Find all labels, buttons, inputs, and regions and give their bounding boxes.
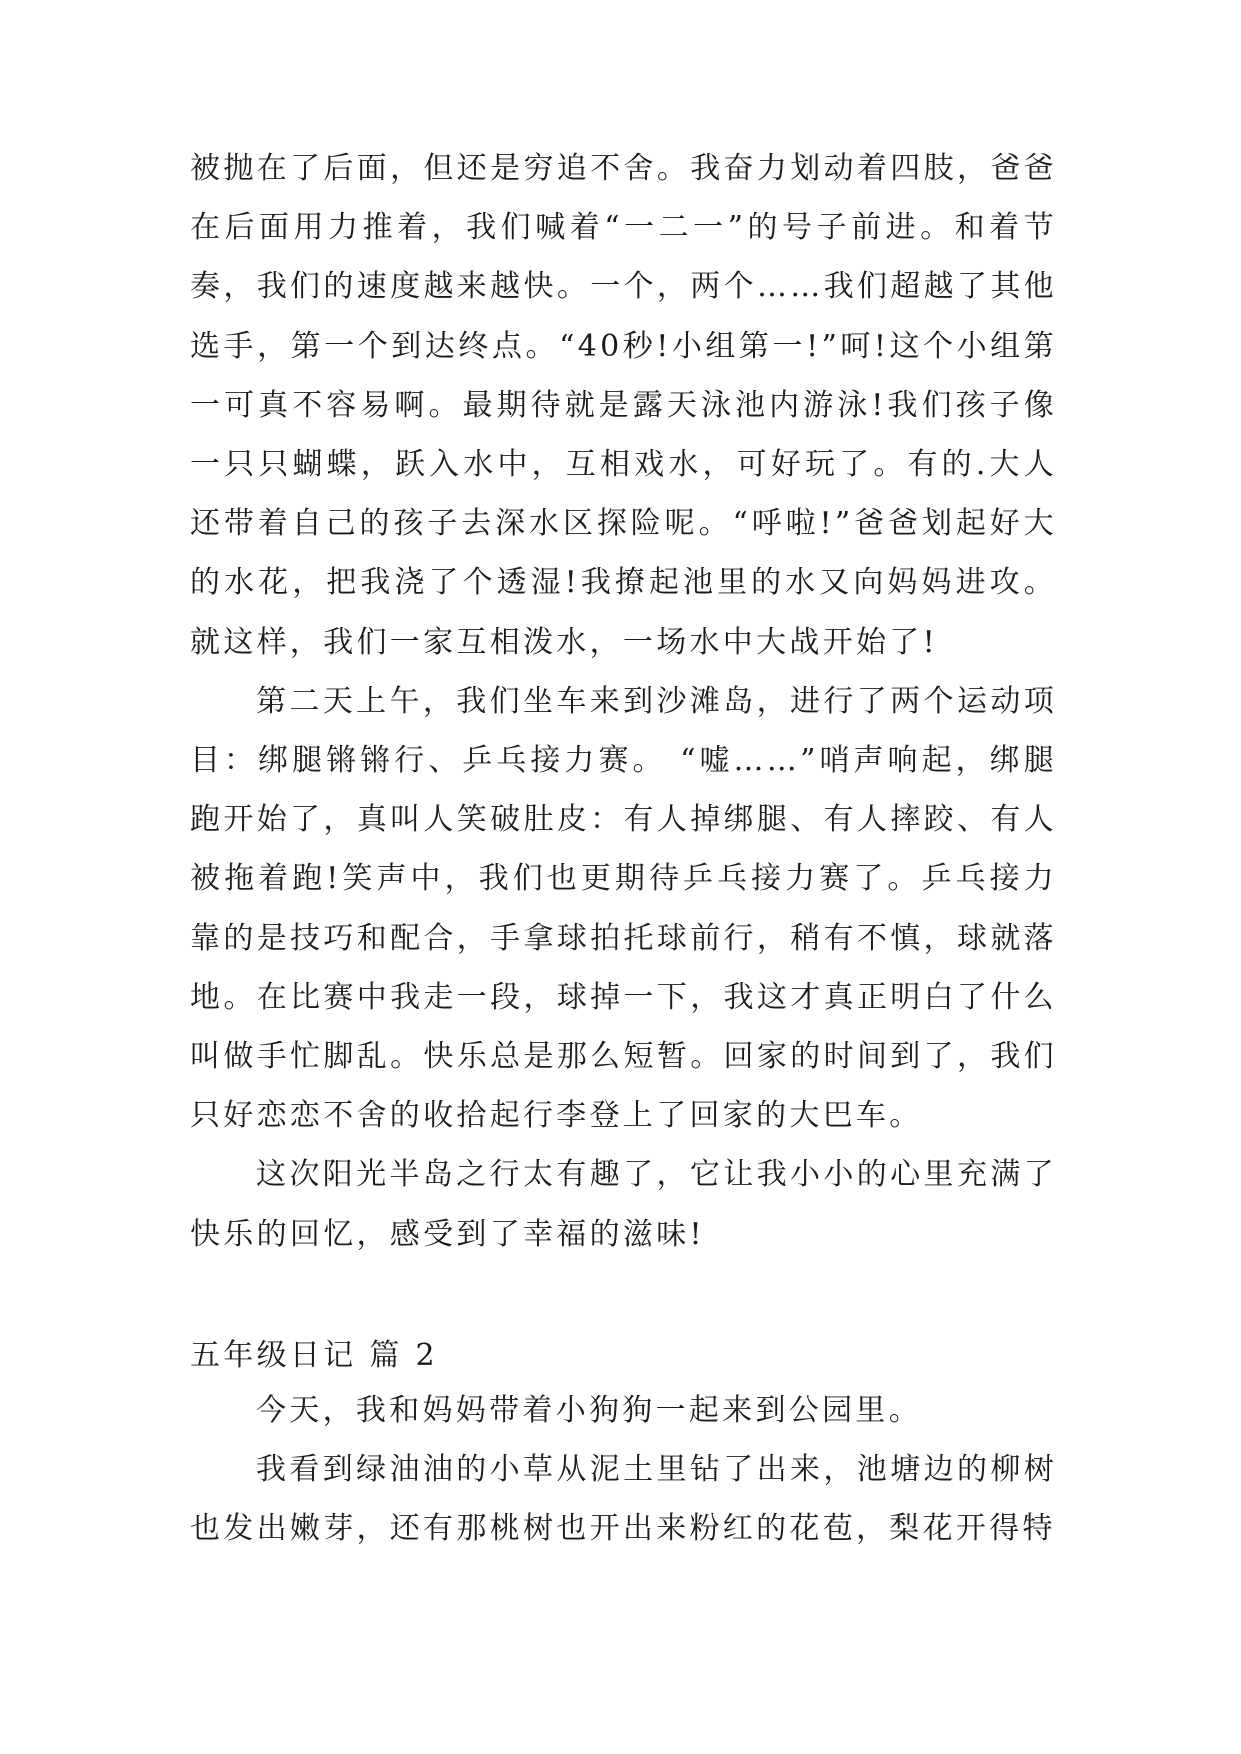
document-page (190, 139, 1057, 1558)
article-1-paragraph-2: 第二天上午，我们坐车来到沙滩岛，进行了两个运动项目：绑腿锵锵行、乒乓接力赛。 “嘘……”哨声响起，绑腿跑开始了，真叫人笑破肚皮：有人掉绑腿、有人摔跤、有人被拖着跑!笑声中，我们也更期待乒乓接力赛了。乒乓接力靠的是技巧和配合，手拿球拍托球前行，稍有不慎，球就落地。在比赛中我走一段，球掉一下，我这才真正明白了什么叫做手忙脚乱。快乐总是那么短暂。回家的时间到了，我们只好恋恋不舍的收拾起行李登上了回家的大巴车。 (190, 683, 1057, 1134)
article-2-paragraph-2: 我看到绿油油的小草从泥土里钻了出来，池塘边的柳树也发出嫩芽，还有那桃树也开出来粉红的花苞，梨花开得特 (190, 1452, 1057, 1547)
article-1-paragraph-3: 这次阳光半岛之行太有趣了，它让我小小的心里充满了快乐的回忆，感受到了幸福的滋味! (190, 1157, 1057, 1252)
article-1-paragraph-1: 被抛在了后面，但还是穷追不舍。我奋力划动着四肢，爸爸在后面用力推着，我们喊着“一二一”的号子前进。和着节奏，我们的速度越来越快。一个，两个……我们超越了其他选手，第一个到达终点。“40秒!小组第一!”呵!这个小组第一可真不容易啊。最期待就是露天泳池内游泳!我们孩子像一只只蝴蝶，跃入水中，互相戏水，可好玩了。有的.大人还带着自己的孩子去深水区探险呢。“呼啦!”爸爸划起好大的水花，把我浇了个透湿!我撩起池里的水又向妈妈进攻。就这样，我们一家互相泼水，一场水中大战开始了! (190, 151, 1057, 660)
article-2-paragraph-1: 今天，我和妈妈带着小狗狗一起来到公园里。 (256, 1392, 922, 1428)
article-2-heading: 五年级日记 篇 2 (190, 1337, 438, 1373)
